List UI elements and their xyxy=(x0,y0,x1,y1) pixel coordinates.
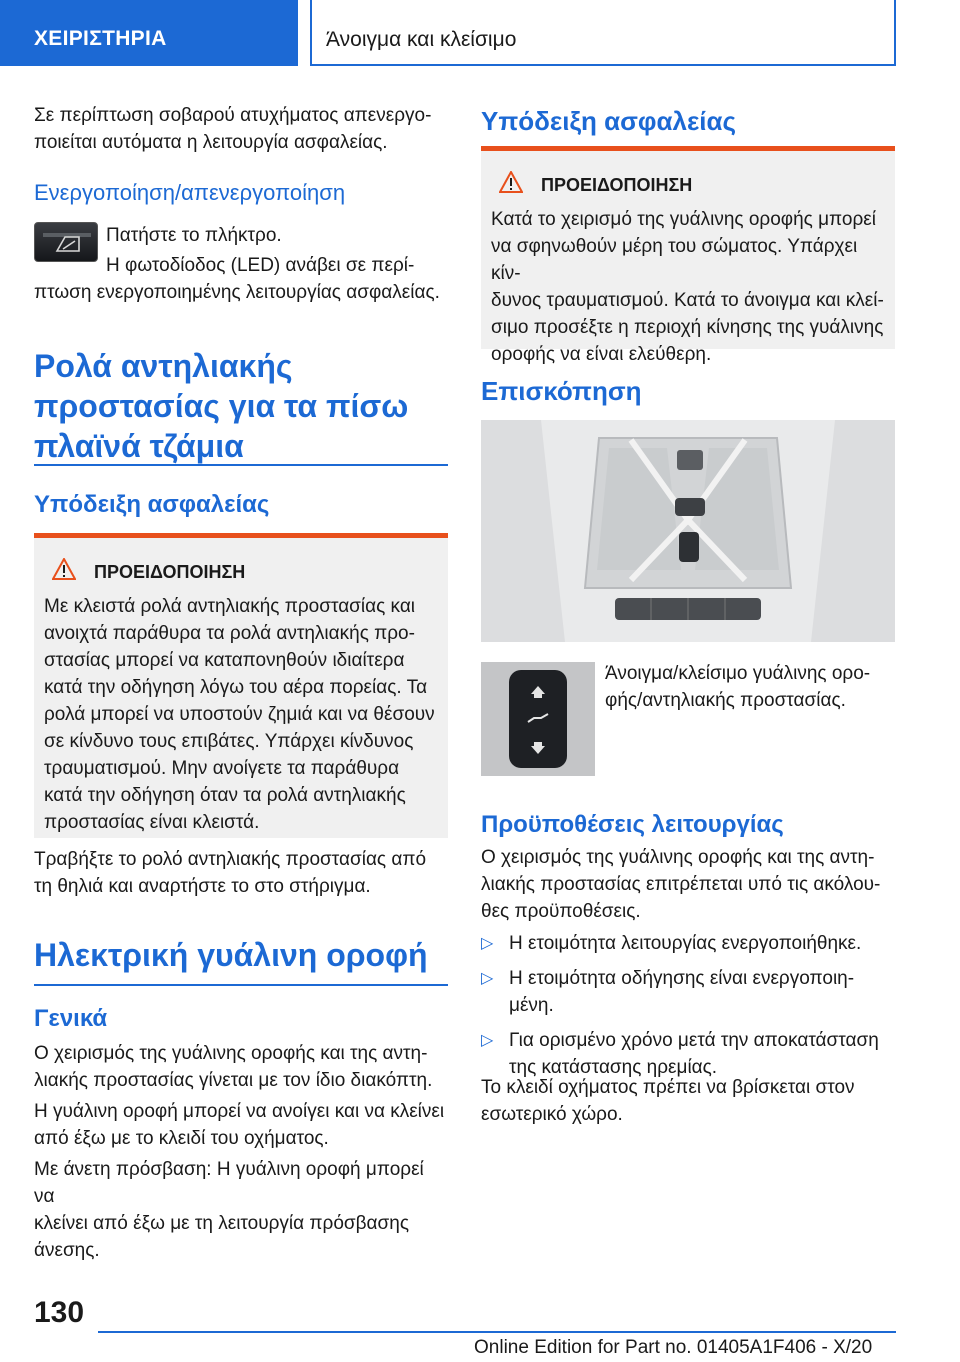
triangle-bullet-icon: ▷ xyxy=(481,1032,494,1049)
safety-heading: Υπόδειξη ασφαλείας xyxy=(481,106,737,136)
roof-heading: Ηλεκτρική γυάλινη οροφή xyxy=(34,937,428,973)
prerequisites-list xyxy=(481,930,895,1089)
roof-switch-illustration xyxy=(481,662,595,776)
prerequisites-text: Ο χειρισμός της γυάλινης οροφής και της αντη- λιακής προστασίας επιτρέπεται υπό τις ακόλου- θες προϋποθέσεις. xyxy=(481,847,881,922)
chapter-tab[interactable]: ΧΕΙΡΙΣΤΗΡΙΑ xyxy=(0,0,298,66)
led-text: Η φωτοδίοδος (LED) ανάβει σε περί- πτωση ενεργοποιημένης λειτουργίας ασφαλείας. xyxy=(34,255,440,303)
warning-text: Κατά το χειρισμό της γυάλινης οροφής μπορεί να σφηνωθούν μέρη του σώματος. Υπάρχει κίν- δυνος τραυματισμού. Κατά το άνοιγμα και κλεί- σιμο προσέξτε η περιοχή κίνησης της γυάλινης οροφής να είναι ελεύθερη. xyxy=(491,209,884,365)
overview-heading: Επισκόπηση xyxy=(481,376,642,406)
switch-caption: Άνοιγμα/κλείσιμο γυάλινης ορο- φής/αντηλιακής προστασίας. xyxy=(605,663,871,711)
warning-text: Με κλειστά ρολά αντηλιακής προστασίας και ανοιχτά παράθυρα τα ρολά αντηλιακής προ- στασίας μπορεί να καταπονηθούν ιδιαίτερα κατά την οδήγηση λόγω του αέρα πορείας. Τα ρολά μπορεί να υποστούν ζημιά και να θέσουν σε κίνδυνο τους επιβάτες. Υπάρχει κίνδυνος τραυματισμού. Μην ανοίγετε τα παράθυρα κατά την οδήγηση όταν τα ρολά αντηλιακής προστασίας είναι κλειστά. xyxy=(44,596,435,833)
list-item: ▷ Για ορισμένο χρόνο μετά την αποκατάσταση της κατάστασης ηρεμίας. xyxy=(481,1027,895,1081)
general-heading: Γενικά xyxy=(34,1005,108,1032)
roof-switch-image xyxy=(481,662,595,776)
comfort-access-text: Με άνετη πρόσβαση: Η γυάλινη οροφή μπορεί να κλείνει από έξω με τη λειτουργία πρόσβασης άνεσης. xyxy=(34,1159,424,1261)
pull-blind-text: Τραβήξτε το ρολό αντηλιακής προστασίας από τη θηλιά και αναρτήστε το στο στήριγμα. xyxy=(34,849,427,897)
intro-text: Σε περίπτωση σοβαρού ατυχήματος απενεργο- ποιείται αυτόματα η λειτουργία ασφαλείας. xyxy=(34,105,432,153)
overhead-console-image xyxy=(481,420,895,642)
rear-blinds-heading: Ρολά αντηλιακής προστασίας για τα πίσω πλαϊνά τζάμια xyxy=(34,348,409,464)
page-number: 130 xyxy=(34,1296,85,1329)
warning-box xyxy=(34,533,448,838)
list-item: ▷ Η ετοιμότητα λειτουργίας ενεργοποιήθηκε. xyxy=(481,930,895,957)
edition-text: Online Edition for Part no. 01405A1F406 - X/20 xyxy=(474,1337,873,1358)
page-header xyxy=(0,0,960,68)
overhead-console-illustration xyxy=(481,420,895,642)
safety-heading: Υπόδειξη ασφαλείας xyxy=(34,491,270,518)
section-rule xyxy=(34,984,448,986)
prerequisites-heading: Προϋποθέσεις λειτουργίας xyxy=(481,811,784,838)
warning-triangle-icon xyxy=(52,558,76,580)
list-item: ▷ Η ετοιμότητα οδήγησης είναι ενεργοποιη- μένη. xyxy=(481,965,895,1019)
triangle-bullet-icon: ▷ xyxy=(481,970,494,987)
warning-title: ΠΡΟΕΙΔΟΠΟΙΗΣΗ xyxy=(491,173,885,197)
section-title: Άνοιγμα και κλείσιμο xyxy=(310,0,896,66)
warning-title: ΠΡΟΕΙΔΟΠΟΙΗΣΗ xyxy=(44,560,438,584)
section-rule xyxy=(34,464,448,466)
key-location-text: Το κλειδί οχήματος πρέπει να βρίσκεται στον εσωτερικό χώρο. xyxy=(481,1077,855,1125)
footer-rule xyxy=(98,1331,896,1333)
triangle-bullet-icon: ▷ xyxy=(481,935,494,952)
general-text: Ο χειρισμός της γυάλινης οροφής και της αντη- λιακής προστασίας γίνεται με τον ίδιο διακόπτη. xyxy=(34,1043,433,1091)
activation-heading: Ενεργοποίηση/απενεργοποίηση xyxy=(34,180,346,205)
warning-triangle-icon xyxy=(499,171,523,193)
warning-box xyxy=(481,146,895,365)
press-button-text: Πατήστε το πλήκτρο. xyxy=(106,225,282,246)
outside-text: Η γυάλινη οροφή μπορεί να ανοίγει και να κλείνει από έξω με το κλειδί του οχήματος. xyxy=(34,1101,445,1149)
